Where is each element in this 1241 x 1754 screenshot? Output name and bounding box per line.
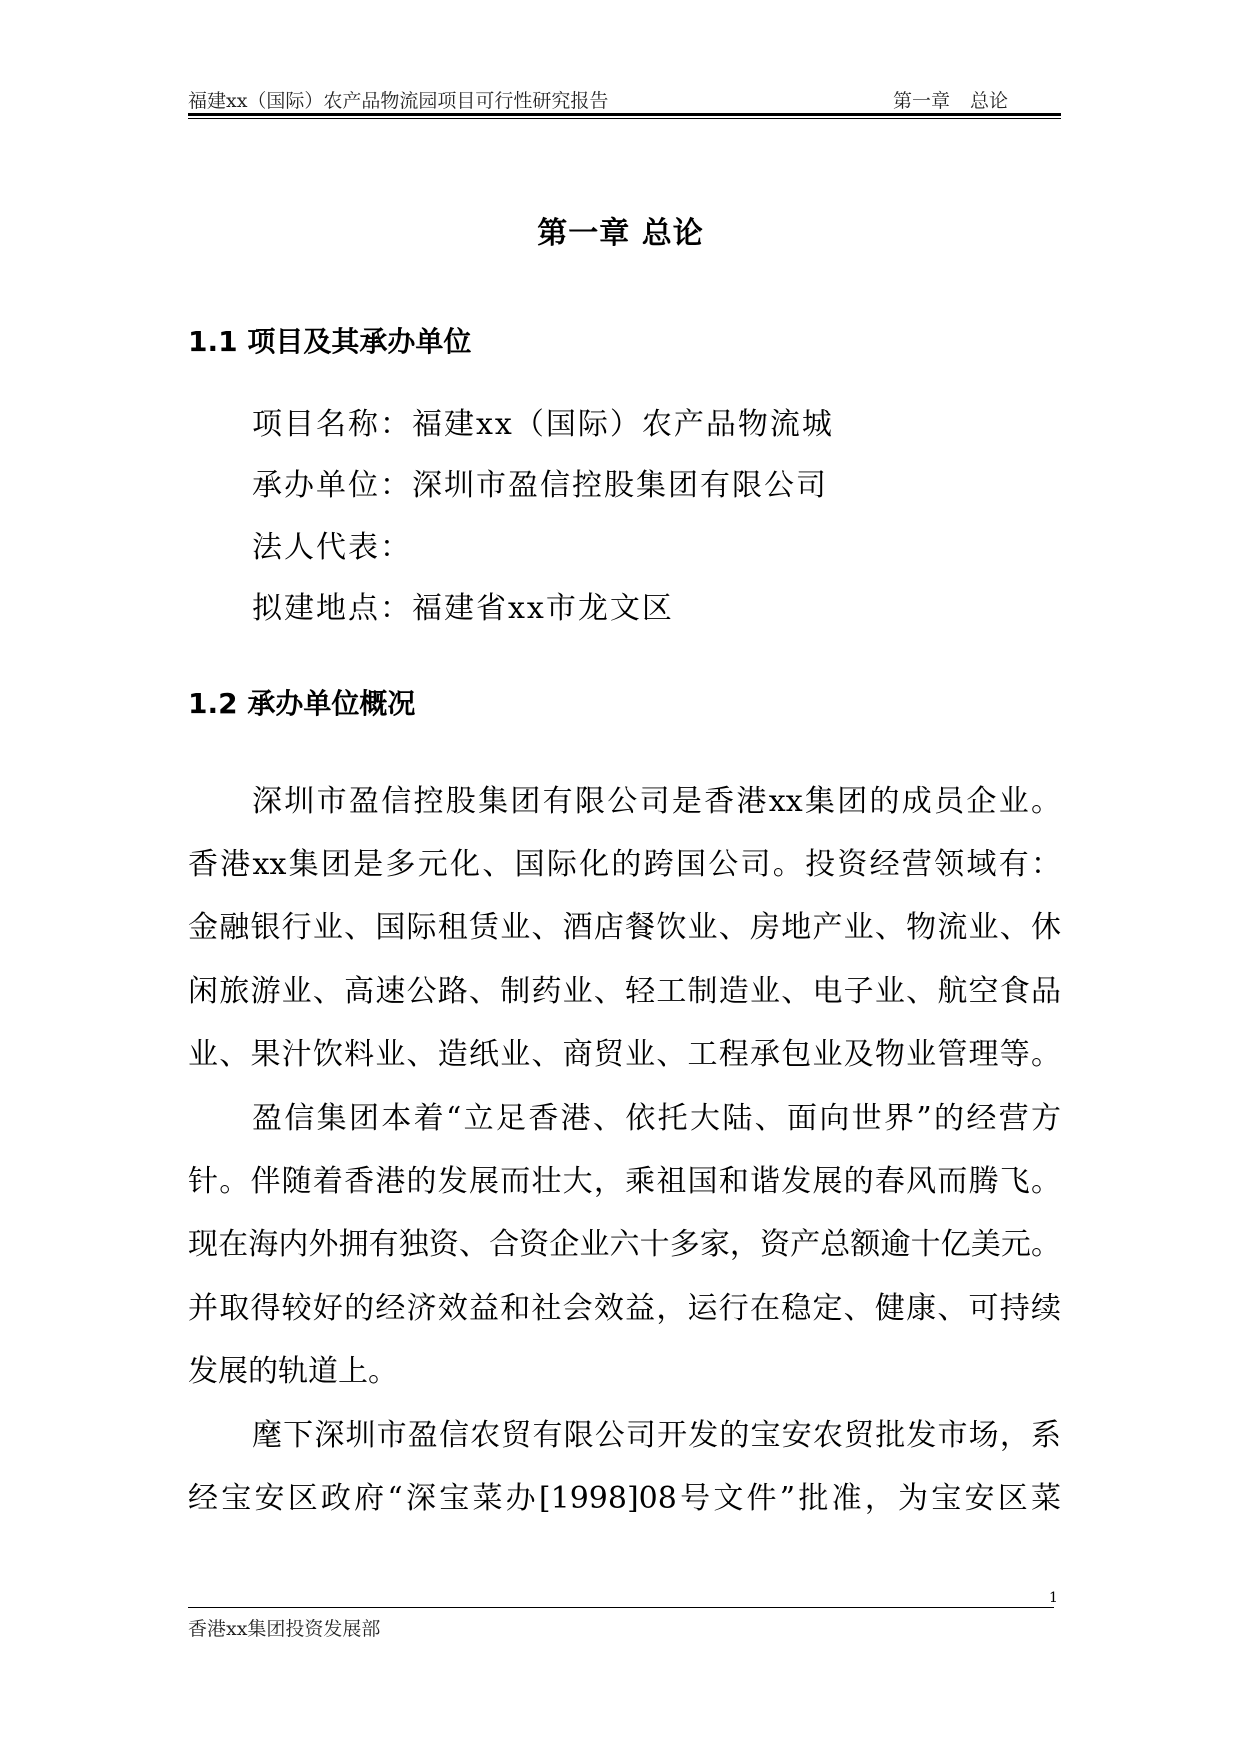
site-location-line: 拟建地点：福建省xx市龙文区 — [252, 591, 674, 626]
paragraph-line: 闲旅游业、高速公路、制药业、轻工制造业、电子业、航空食品 — [188, 974, 1061, 1009]
page-number: 1 — [1049, 1590, 1058, 1606]
running-footer: 香港xx集团投资发展部 — [188, 1618, 381, 1640]
paragraph-line: 发展的轨道上。 — [188, 1354, 398, 1389]
footer-rule — [188, 1607, 1054, 1608]
section-heading-1-1: 1.1 项目及其承办单位 — [188, 325, 472, 358]
paragraph-line: 盈信集团本着“立足香港、依托大陆、面向世界”的经营方 — [252, 1101, 1061, 1136]
header-rule-thin — [188, 118, 1061, 119]
running-header-chapter: 第一章 总论 — [893, 90, 1009, 112]
paragraph-line: 金融银行业、国际租赁业、酒店餐饮业、房地产业、物流业、休 — [188, 910, 1061, 945]
header-rule-thick — [188, 113, 1061, 116]
legal-representative-line: 法人代表： — [252, 530, 412, 565]
paragraph-line: 并取得较好的经济效益和社会效益，运行在稳定、健康、可持续 — [188, 1291, 1061, 1326]
paragraph-line: 经宝安区政府“深宝菜办[1998]08号文件”批准，为宝安区菜 — [188, 1481, 1061, 1516]
paragraph-line: 香港xx集团是多元化、国际化的跨国公司。投资经营领域有： — [188, 847, 1061, 882]
project-name-line: 项目名称：福建xx（国际）农产品物流城 — [252, 407, 834, 442]
paragraph-line: 现在海内外拥有独资、合资企业六十多家，资产总额逾十亿美元。 — [188, 1227, 1061, 1262]
paragraph-line: 针。伴随着香港的发展而壮大，乘祖国和谐发展的春风而腾飞。 — [188, 1164, 1061, 1199]
running-header-title: 福建xx（国际）农产品物流园项目可行性研究报告 — [188, 90, 609, 112]
chapter-title: 第一章 总论 — [537, 216, 704, 251]
organizer-line: 承办单位：深圳市盈信控股集团有限公司 — [252, 468, 828, 503]
paragraph-line: 业、果汁饮料业、造纸业、商贸业、工程承包业及物业管理等。 — [188, 1037, 1061, 1072]
paragraph-line: 深圳市盈信控股集团有限公司是香港xx集团的成员企业。 — [252, 784, 1061, 819]
section-heading-1-2: 1.2 承办单位概况 — [188, 687, 416, 720]
paragraph-line: 麾下深圳市盈信农贸有限公司开发的宝安农贸批发市场，系 — [252, 1418, 1061, 1453]
